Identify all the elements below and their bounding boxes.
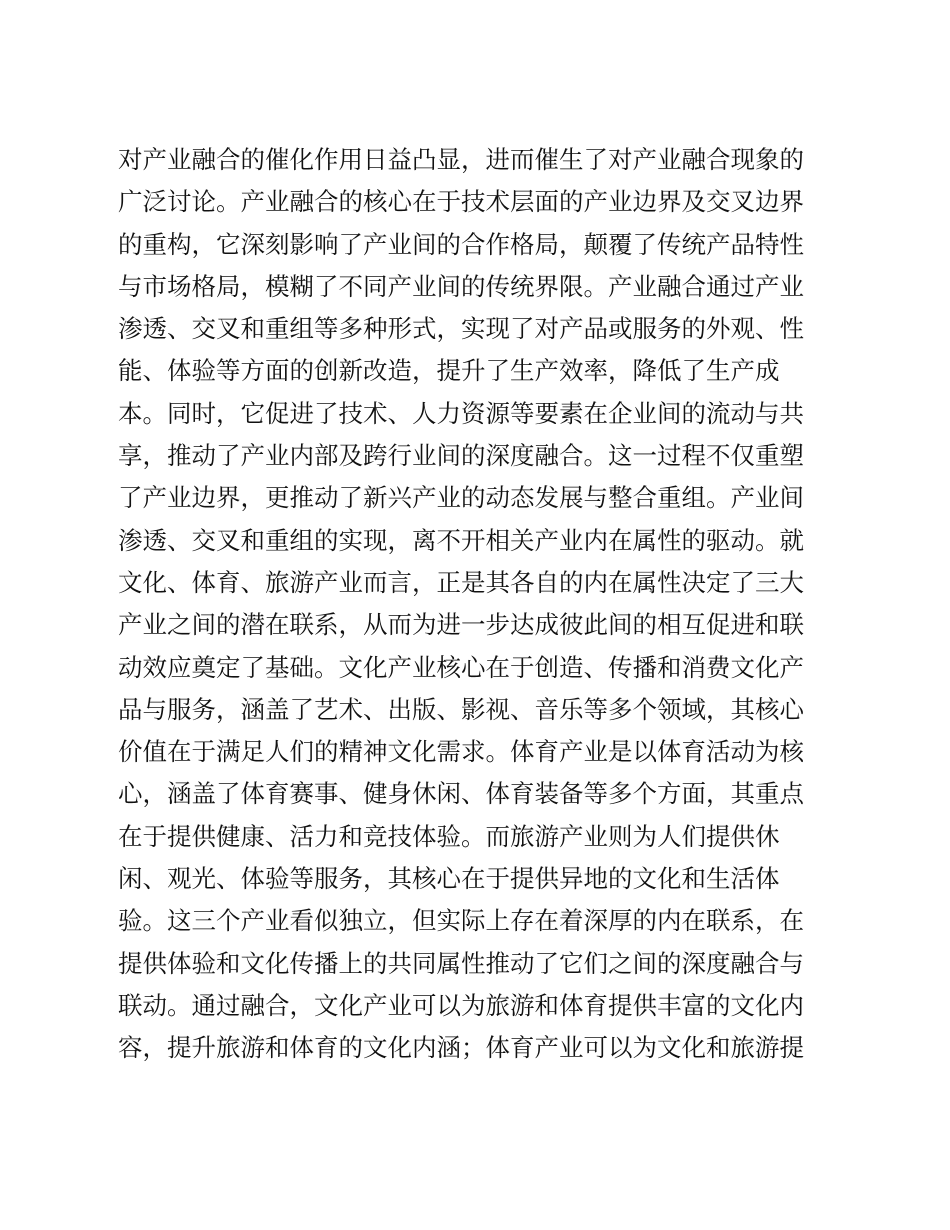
- text-line: 对产业融合的催化作用日益凸显，进而催生了对产业融合现象的: [118, 145, 804, 174]
- text-line: 验。这三个产业看似独立，但实际上存在着深厚的内在联系，在: [118, 906, 804, 936]
- text-line: 在于提供健康、活力和竞技体验。而旅游产业则为人们提供休: [118, 821, 780, 851]
- text-line: 享，推动了产业内部及跨行业间的深度融合。这一过程不仅重塑: [118, 441, 804, 471]
- text-line: 本。同时，它促进了技术、人力资源等要素在企业间的流动与共: [118, 398, 804, 428]
- text-line: 渗透、交叉和重组的实现，离不开相关产业内在属性的驱动。就: [118, 525, 804, 555]
- body-paragraph: [118, 139, 818, 1070]
- text-line: 闲、观光、体验等服务，其核心在于提供异地的文化和生活体: [118, 864, 780, 894]
- text-line: 价值在于满足人们的精神文化需求。体育产业是以体育活动为核: [118, 737, 804, 767]
- text-line: 与市场格局，模糊了不同产业间的传统界限。产业融合通过产业: [118, 271, 804, 301]
- text-line: 广泛讨论。产业融合的核心在于技术层面的产业边界及交叉边界: [118, 187, 804, 217]
- text-line: 联动。通过融合，文化产业可以为旅游和体育提供丰富的文化内: [118, 990, 804, 1020]
- text-line: 动效应奠定了基础。文化产业核心在于创造、传播和消费文化产: [118, 652, 804, 682]
- text-line: 了产业边界，更推动了新兴产业的动态发展与整合重组。产业间: [118, 483, 804, 513]
- text-line: 产业之间的潜在联系，从而为进一步达成彼此间的相互促进和联: [118, 610, 804, 640]
- text-line: 的重构，它深刻影响了产业间的合作格局，颠覆了传统产品特性: [118, 229, 804, 259]
- text-line: 心，涵盖了体育赛事、健身休闲、体育装备等多个方面，其重点: [118, 779, 804, 809]
- text-line: 提供体验和文化传播上的共同属性推动了它们之间的深度融合与: [118, 948, 804, 978]
- text-line: 渗透、交叉和重组等多种形式，实现了对产品或服务的外观、性: [118, 314, 804, 344]
- text-line: 容，提升旅游和体育的文化内涵；体育产业可以为文化和旅游提: [118, 1033, 804, 1063]
- text-line: 品与服务，涵盖了艺术、出版、影视、音乐等多个领域，其核心: [118, 694, 804, 724]
- text-line: 文化、体育、旅游产业而言，正是其各自的内在属性决定了三大: [118, 567, 804, 597]
- text-line: 能、体验等方面的创新改造，提升了生产效率，降低了生产成: [118, 356, 780, 386]
